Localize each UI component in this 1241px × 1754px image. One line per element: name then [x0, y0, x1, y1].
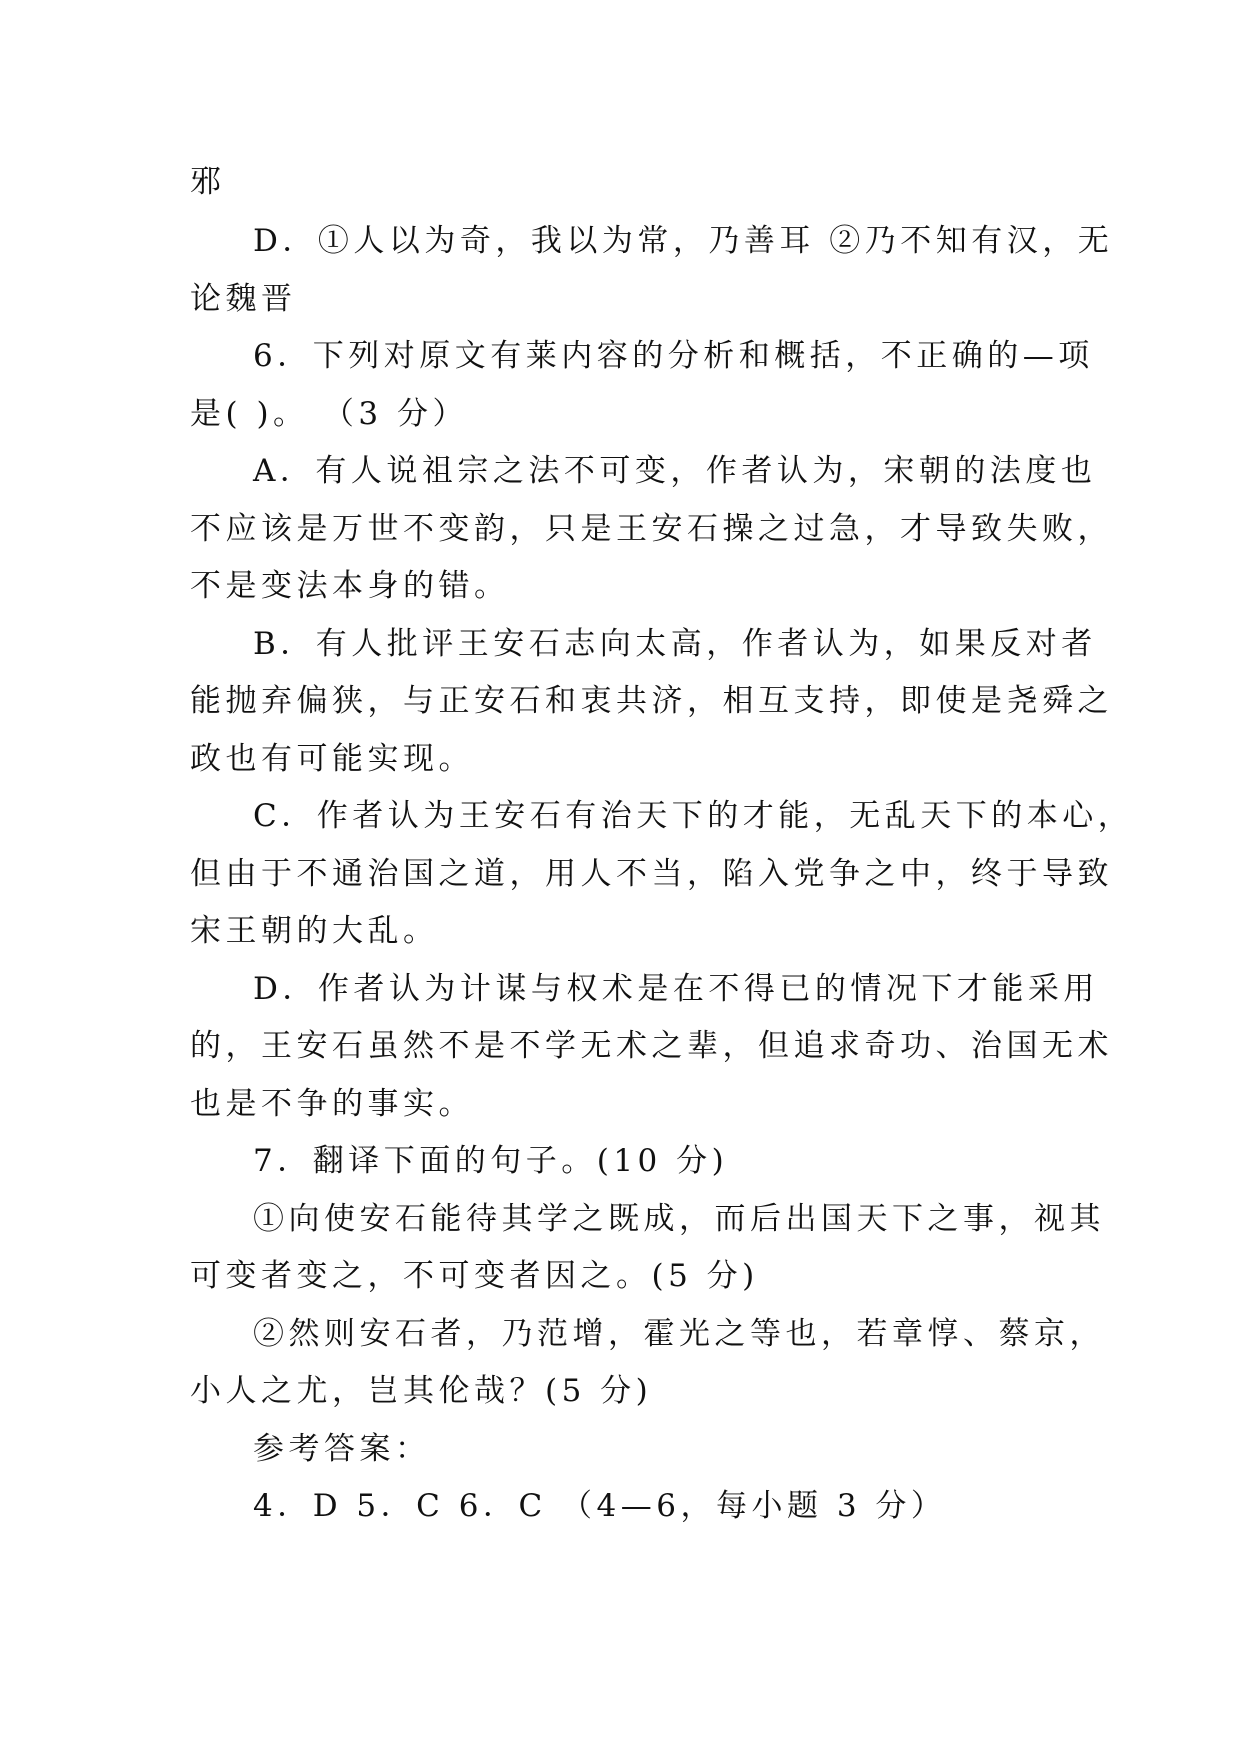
answer-heading: 参考答案：	[253, 1431, 431, 1467]
text-line: 宋王朝的大乱。	[190, 913, 439, 949]
text-line: 能抛弃偏狭，与正安石和衷共济，相互支持，即使是尧舜之	[190, 683, 1113, 719]
option-c-line: C．作者认为王安石有治天下的才能，无乱天下的本心，	[253, 798, 1134, 834]
option-d-line: D．①人以为奇，我以为常，乃善耳 ②乃不知有汉，无	[253, 223, 1114, 259]
option-d-line: D．作者认为计谋与权术是在不得已的情况下才能采用	[253, 971, 1099, 1007]
text-line: 可变者变之，不可变者因之。(5 分)	[190, 1258, 759, 1294]
text-line: 也是不争的事实。	[190, 1086, 474, 1122]
text-line: 是( )。 （3 分）	[190, 396, 468, 432]
text-line: 邪	[190, 164, 226, 200]
question-6-line: 6．下列对原文有莱内容的分析和概括，不正确的—项	[253, 338, 1094, 374]
answer-line: 4．D 5．C 6．C （4—6，每小题 3 分）	[253, 1488, 947, 1524]
text-line: 不应该是万世不变韵，只是王安石操之过急，才导致失败，	[190, 511, 1113, 547]
text-line: 小人之尤，岂其伦哉？(5 分)	[190, 1373, 653, 1409]
sentence-2-line: ②然则安石者，乃范增，霍光之等也，若章惇、蔡京，	[253, 1316, 1105, 1352]
text-line: 政也有可能实现。	[190, 741, 474, 777]
sentence-1-line: ①向使安石能待其学之既成，而后出国天下之事，视其	[253, 1201, 1105, 1237]
text-line: 不是变法本身的错。	[190, 568, 510, 604]
option-b-line: B．有人批评王安石志向太高，作者认为，如果反对者	[253, 626, 1097, 662]
question-7-line: 7．翻译下面的句子。(10 分)	[253, 1143, 729, 1179]
text-line: 的，王安石虽然不是不学无术之辈，但追求奇功、治国无术	[190, 1028, 1113, 1064]
option-a-line: A．有人说祖宗之法不可变，作者认为，宋朝的法度也	[253, 453, 1097, 489]
text-line: 但由于不通治国之道，用人不当，陷入党争之中，终于导致	[190, 856, 1113, 892]
text-line: 论魏晋	[190, 281, 297, 317]
